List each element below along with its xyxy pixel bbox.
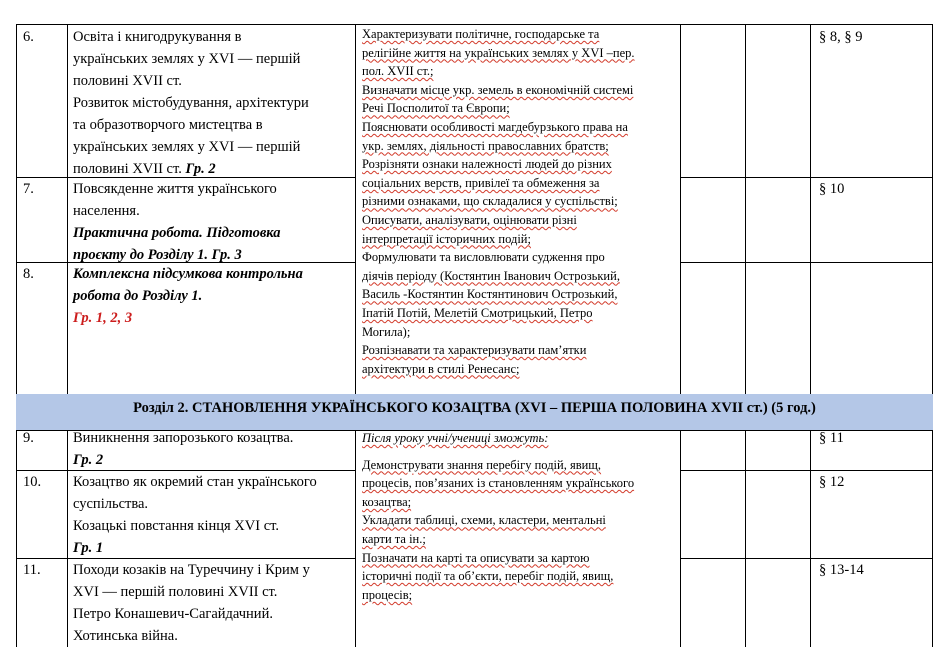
topic-line: та образотворчого мистецтва в bbox=[73, 117, 263, 133]
topic-line: Повсякденне життя українського bbox=[73, 181, 277, 197]
result-line: Демонструвати знання перебігу подій, явищ, bbox=[362, 457, 602, 472]
table-border-col5 bbox=[810, 24, 811, 394]
topic-line: населення. bbox=[73, 203, 140, 219]
result-line: козацтва; bbox=[362, 494, 412, 509]
group-label: Гр. 1, 2, 3 bbox=[73, 310, 133, 326]
table-border-col5-b bbox=[810, 430, 811, 647]
row-divider bbox=[680, 177, 933, 178]
paragraph-ref: § 11 bbox=[819, 430, 844, 446]
topic-line: Освіта і книгодрукування в bbox=[73, 29, 242, 45]
result-line: пол. XVII ст.; bbox=[362, 64, 434, 79]
topic-line: Козацькі повстання кінця XVI ст. bbox=[73, 518, 279, 534]
topic-line: Походи козаків на Туреччину і Крим у bbox=[73, 562, 310, 578]
result-line: Позначати на карті та описувати за картою bbox=[362, 550, 590, 565]
result-line: архітектури в стилі Ренесанс; bbox=[362, 361, 520, 376]
result-line: Формулювати та висловлювати судження про bbox=[362, 250, 605, 265]
expected-results bbox=[356, 25, 680, 378]
table-border-left bbox=[16, 24, 17, 647]
paragraph-ref: § 10 bbox=[819, 181, 845, 197]
result-line: Розрізняти ознаки належності людей до різних bbox=[362, 157, 612, 172]
result-line: Василь -Костянтин Костянтинович Острозький, bbox=[362, 287, 618, 302]
topic-line: Розвиток містобудування, архітектури bbox=[73, 95, 309, 111]
test-label: Комплексна підсумкова контрольна bbox=[73, 266, 303, 282]
table-border-right bbox=[932, 24, 933, 647]
group-label: Гр. 1 bbox=[73, 540, 104, 556]
result-line: Могила); bbox=[362, 324, 411, 339]
result-line: релігійне життя на українських землях у XVI –пер. bbox=[362, 45, 635, 60]
topic-line: українських землях у XVI — першій bbox=[73, 139, 301, 155]
group-label: Гр. 2 bbox=[73, 452, 104, 468]
practical-work-label: проєкту до Розділу 1. Гр. 3 bbox=[73, 247, 242, 263]
result-line: різними ознаками, що складалися у суспільстві; bbox=[362, 194, 618, 209]
result-line: історичні події та об’єкти, перебіг подій, явищ, bbox=[362, 569, 614, 584]
topic-line: Хотинська війна. bbox=[73, 628, 178, 644]
lesson-topic bbox=[68, 263, 355, 329]
lesson-topic bbox=[68, 178, 355, 266]
lesson-number: 9. bbox=[23, 430, 34, 446]
result-line: укр. землях, діяльності православних братств; bbox=[362, 138, 609, 153]
section-header: Розділ 2. СТАНОВЛЕННЯ УКРАЇНСЬКОГО КОЗАЦТВА (XVI – ПЕРША ПОЛОВИНА XVII ст.) (5 год.) bbox=[16, 394, 933, 430]
topic-line: суспільства. bbox=[73, 496, 149, 512]
result-line: Описувати, аналізувати, оцінювати різні bbox=[362, 212, 577, 227]
topic-line: половині XVII ст. bbox=[73, 73, 182, 89]
results-intro: Після уроку учні/учениці зможуть: bbox=[362, 431, 549, 445]
result-line: інтерпретації історичних подій; bbox=[362, 231, 531, 246]
result-line: карти та ін.; bbox=[362, 531, 426, 546]
table-border-col4 bbox=[745, 24, 746, 394]
lesson-number: 6. bbox=[23, 29, 34, 45]
paragraph-ref: § 13-14 bbox=[819, 562, 864, 578]
row-divider bbox=[680, 262, 933, 263]
practical-work-label: Практична робота. Підготовка bbox=[73, 225, 281, 241]
result-line: Речі Посполитої та Європи; bbox=[362, 101, 510, 116]
lesson-number: 7. bbox=[23, 181, 34, 197]
topic-line: Козацтво як окремий стан українського bbox=[73, 474, 317, 490]
result-line: Пояснювати особливості магдебурзького права на bbox=[362, 119, 628, 134]
result-line: Укладати таблиці, схеми, кластери, ментальні bbox=[362, 513, 606, 528]
topic-line-text: половині XVII ст. bbox=[73, 161, 182, 177]
lesson-number: 10. bbox=[23, 474, 42, 490]
table-border-col3-b bbox=[680, 430, 681, 647]
group-label: Гр. 2 bbox=[181, 161, 216, 177]
result-line: процесів, пов’язаних із становленням українського bbox=[362, 476, 635, 491]
lesson-number: 11. bbox=[23, 562, 41, 578]
topic-line: Виникнення запорозького козацтва. bbox=[73, 430, 294, 446]
result-line: Визначати місце укр. земель в економічній системі bbox=[362, 82, 634, 97]
result-line: Іпатій Потій, Мелетій Смотрицький, Петро bbox=[362, 305, 593, 320]
topic-line: Петро Конашевич-Сагайдачний. bbox=[73, 606, 273, 622]
row-divider bbox=[680, 558, 933, 559]
lesson-topic bbox=[68, 559, 355, 647]
result-line: соціальних верств, привілеї та обмеження за bbox=[362, 175, 600, 190]
lesson-topic bbox=[68, 427, 355, 471]
paragraph-ref: § 12 bbox=[819, 474, 845, 490]
table-border-col3 bbox=[680, 24, 681, 394]
topic-line bbox=[73, 158, 355, 180]
lesson-number: 8. bbox=[23, 266, 34, 282]
lesson-topic bbox=[68, 471, 355, 559]
table-border-col4-b bbox=[745, 430, 746, 647]
test-label: робота до Розділу 1. bbox=[73, 288, 203, 304]
result-line: Характеризувати політичне, господарське та bbox=[362, 27, 600, 41]
topic-line: українських землях у XVI — першій bbox=[73, 51, 301, 67]
paragraph-ref: § 8, § 9 bbox=[819, 29, 863, 45]
row-divider bbox=[680, 470, 933, 471]
lesson-topic bbox=[68, 26, 355, 180]
result-line: діячів періоду (Костянтин Іванович Острозький, bbox=[362, 268, 620, 283]
result-line: Розпізнавати та характеризувати пам’ятки bbox=[362, 343, 587, 358]
topic-line: XVI — першій половині XVII ст. bbox=[73, 584, 278, 600]
result-line: процесів; bbox=[362, 587, 413, 602]
expected-results bbox=[356, 429, 680, 604]
